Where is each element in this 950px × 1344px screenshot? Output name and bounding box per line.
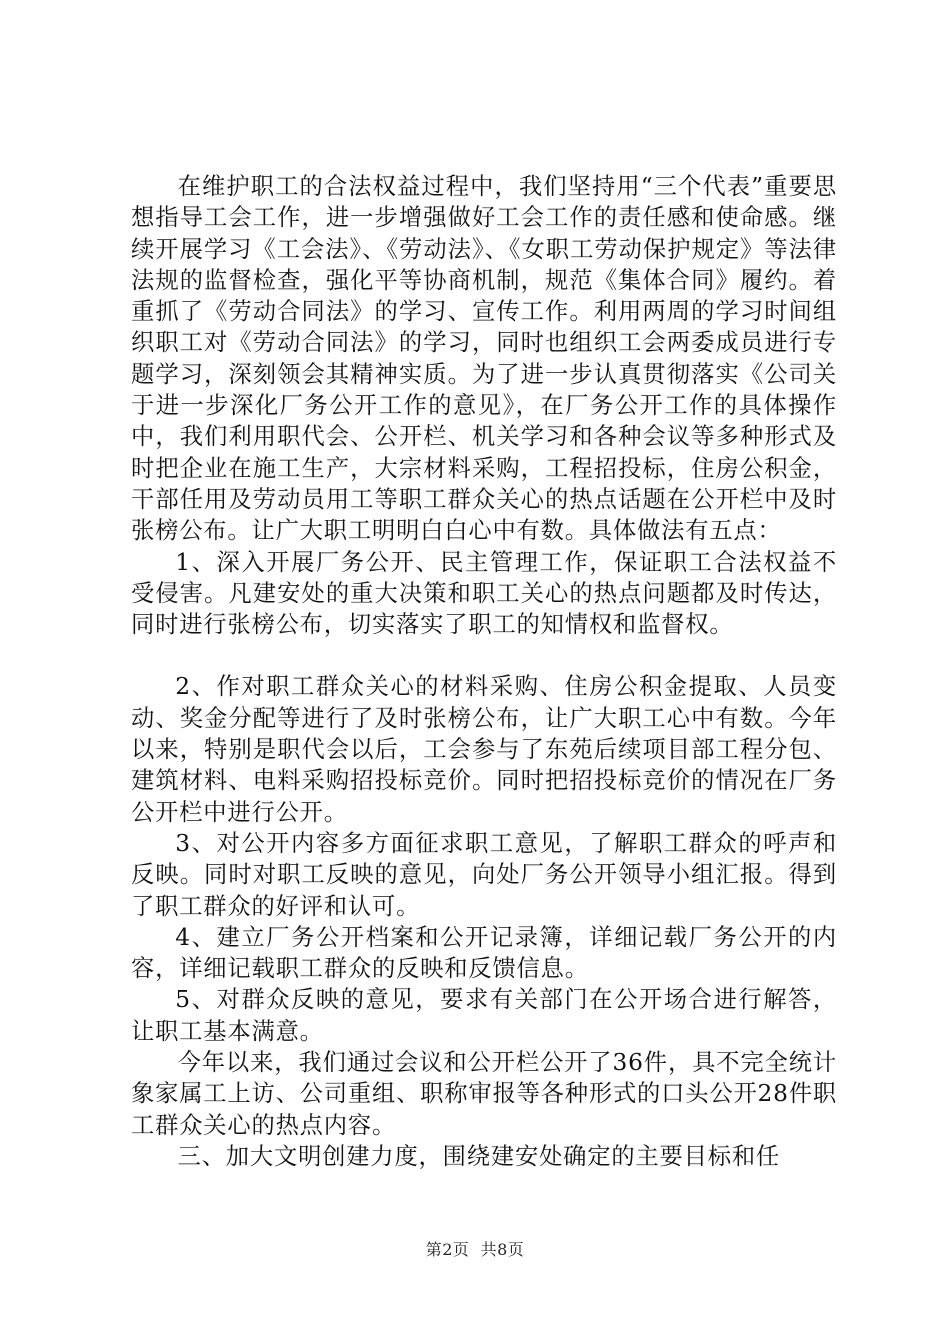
paragraph-item-1: 1、深入开展厂务公开、民主管理工作，保证职工合法权益不受侵害。凡建安处的重大决策和职工关心的热点问题都及时传达，同时进行张榜公布，切实落实了职工的知情权和监督权。 [131,548,837,639]
paragraph-section-three: 三、加大文明创建力度，围绕建安处确定的主要目标和任 [177,1142,781,1170]
paragraph-item-5: 5、对群众反映的意见，要求有关部门在公开场合进行解答，让职工基本满意。 [131,986,837,1045]
paragraph-item-4: 4、建立厂务公开档案和公开记录簿，详细记载厂务公开的内容，详细记载职工群众的反映和反馈信息。 [131,923,837,983]
page-number-label: 第2页 共8页 [425,1240,525,1259]
paragraph-rights-protection: 在维护职工的合法权益过程中，我们坚持用“三个代表”重要思想指导工会工作，进一步增强做好工会工作的责任感和使命感。继续开展学习《工会法》、《劳动法》、《女职工劳动保护规定》等法律法规的监督检查，强化平等协商机制，规范《集体合同》履约。着重抓了《劳动合同法》的学习、宣传工作。利用两周的学习时间组织职工对《劳动合同法》的学习，同时也组织工会两委成员进行专题学习，深刻领会其精神实质。为了进一步认真贯彻落实《公司关于进一步深化厂务公开工作的意见》，在厂务公开工作的具体操作中，我们利用职代会、公开栏、机关学习和各种会议等多种形式及时把企业在施工生产，大宗材料采购，工程招投标，住房公积金，干部任用及劳动员用工等职工群众关心的热点话题在公开栏中及时张榜公布。让广大职工明明白白心中有数。具体做法有五点： [131,173,837,545]
paragraph-item-2: 2、作对职工群众关心的材料采购、住房公积金提取、人员变动、奖金分配等进行了及时张榜公布，让广大职工心中有数。今年以来，特别是职代会以后，工会参与了东苑后续项目部工程分包、建筑材料、电料采购招投标竞价。同时把招投标竞价的情况在厂务公开栏中进行公开。 [131,673,837,826]
page-footer [0,1240,950,1260]
paragraph-statistics: 今年以来，我们通过会议和公开栏公开了36件，具不完全统计象家属工上访、公司重组、职称审报等各种形式的口头公开28件职工群众关心的热点内容。 [131,1049,837,1139]
paragraph-item-3: 3、对公开内容多方面征求职工意见，了解职工群众的呼声和反映。同时对职工反映的意见，向处厂务公开领导小组汇报。得到了职工群众的好评和认可。 [131,829,837,920]
document-body [131,171,837,1172]
